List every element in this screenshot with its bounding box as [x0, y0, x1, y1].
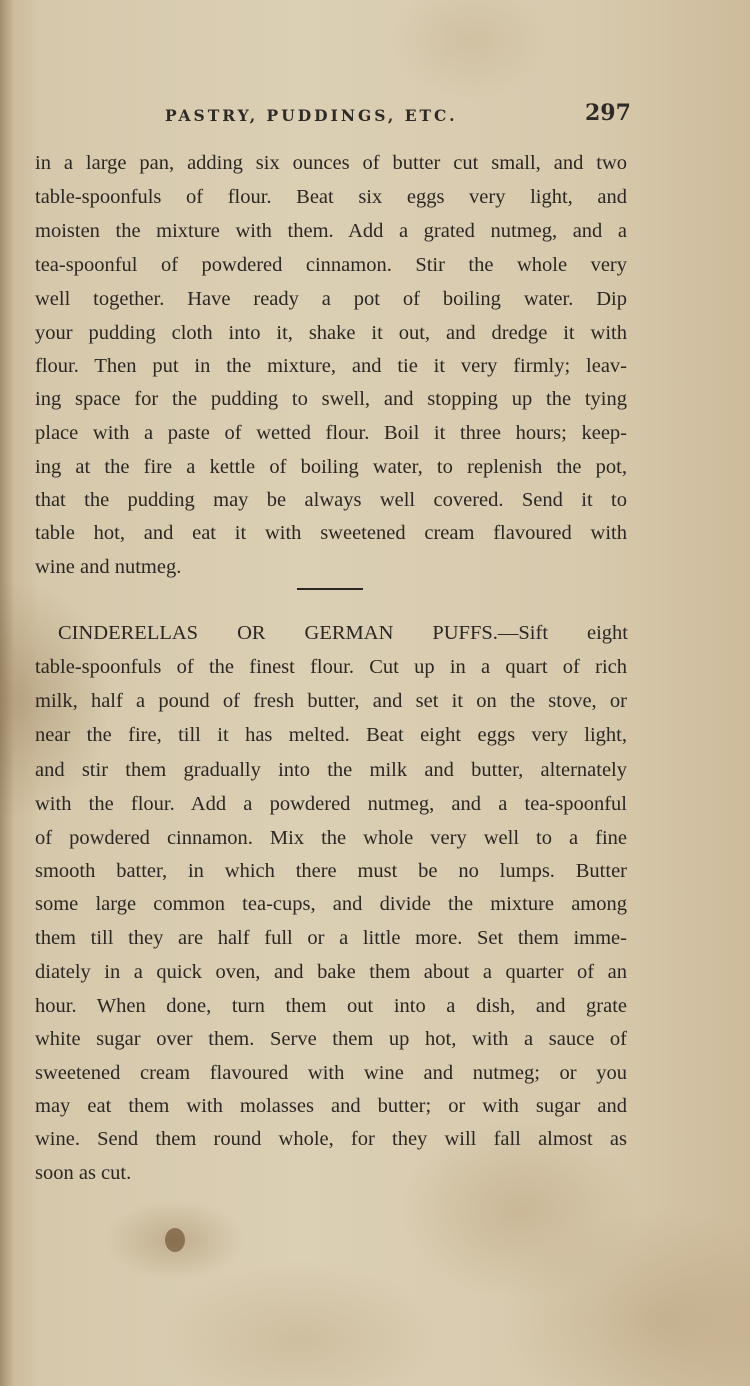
text-line: soon as cut.	[35, 1162, 132, 1184]
text-line: moisten the mixture with them. Add a grated nutmeg, and a	[35, 220, 627, 242]
text-line: place with a paste of wetted flour. Boil it three hours; keep-	[35, 422, 627, 444]
text-line: ing space for the pudding to swell, and stopping up the tying	[35, 388, 627, 410]
recipe-heading-line: CINDERELLAS OR GERMAN PUFFS.—Sift eight	[58, 622, 628, 644]
text-line: ing at the fire a kettle of boiling water, to replenish the pot,	[35, 456, 627, 478]
text-line: near the fire, till it has melted. Beat eight eggs very light,	[35, 724, 627, 746]
page-number: 297	[585, 100, 631, 126]
text-line: white sugar over them. Serve them up hot, with a sauce of	[35, 1028, 627, 1050]
text-line: may eat them with molasses and butter; or with sugar and	[35, 1095, 627, 1117]
text-line: with the flour. Add a powdered nutmeg, and a tea-spoonful	[35, 793, 627, 815]
running-head: PASTRY, PUDDINGS, ETC.	[165, 106, 458, 125]
text-line: table hot, and eat it with sweetened cream flavoured with	[35, 522, 627, 544]
section-divider-rule	[297, 588, 363, 590]
text-line: hour. When done, turn them out into a dish, and grate	[35, 995, 627, 1017]
text-line: smooth batter, in which there must be no lumps. Butter	[35, 860, 627, 882]
text-line: table-spoonfuls of the finest flour. Cut up in a quart of rich	[35, 656, 627, 678]
text-line: of powdered cinnamon. Mix the whole very well to a fine	[35, 827, 627, 849]
text-line: diately in a quick oven, and bake them about a quarter of an	[35, 961, 627, 983]
text-line: your pudding cloth into it, shake it out, and dredge it with	[35, 322, 627, 344]
text-line: and stir them gradually into the milk and butter, alternately	[35, 759, 627, 781]
text-line: that the pudding may be always well covered. Send it to	[35, 489, 627, 511]
text-line: some large common tea-cups, and divide the mixture among	[35, 893, 627, 915]
text-line: in a large pan, adding six ounces of butter cut small, and two	[35, 152, 627, 174]
text-line: well together. Have ready a pot of boiling water. Dip	[35, 288, 627, 310]
text-line: flour. Then put in the mixture, and tie it very firmly; leav-	[35, 355, 627, 377]
text-line: wine and nutmeg.	[35, 556, 182, 578]
text-line: sweetened cream flavoured with wine and nutmeg; or you	[35, 1062, 627, 1084]
text-line: wine. Send them round whole, for they will fall almost as	[35, 1128, 627, 1150]
text-line: tea-spoonful of powdered cinnamon. Stir the whole very	[35, 254, 627, 276]
text-line: milk, half a pound of fresh butter, and set it on the stove, or	[35, 690, 627, 712]
ink-stain	[165, 1228, 185, 1252]
text-line: table-spoonfuls of flour. Beat six eggs very light, and	[35, 186, 627, 208]
text-line: them till they are half full or a little more. Set them imme-	[35, 927, 627, 949]
